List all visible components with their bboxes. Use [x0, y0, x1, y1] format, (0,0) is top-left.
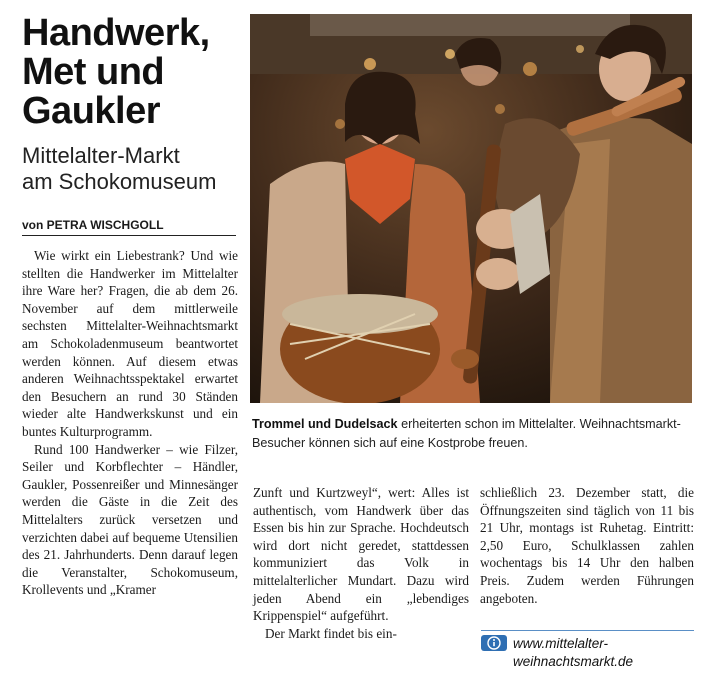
subheadline [22, 143, 237, 195]
info-box [481, 630, 694, 673]
body-paragraph: Wie wirkt ein Liebestrank? Und wie stellten die Handwerker im Mittelalter ihre Ware her? Fragen, die ab dem 26. November auf dem mittlerweile sechsten Mittelalter-Weihnachtsmarkt am Schokoladenmuseum beantwortet werden können. Auf diesem etwas anderen Weihnachtsspektakel erwartet den Besuchern an rund 30 Ständen wieder alte Handwerkskunst und ein buntes Kulturprogramm. [22, 248, 238, 439]
body-paragraph: Rund 100 Handwerker – wie Filzer, Seiler und Korbflechter – Händler, Gaukler, Possenreißer und Minnesänger werden die Gäste in die Zeit des Mittelalters zurück versetzen und verzichten dabei auf bequeme Utensilien des 21. Jahrhunderts. Denn darauf legen die Veranstalter, Schokomuseum, Krollevents und „Kramer [22, 441, 238, 598]
byline-author: PETRA WISCHGOLL [46, 218, 164, 232]
headline-line: Handwerk, [22, 12, 210, 54]
body-paragraph: Zunft und Kurtzweyl“, wert: Alles ist authentisch, vom Handwerk über das Essen bis hin zur Sprache. Hochdeutsch wird dort nicht geredet, stattdessen kommuniziert das Volk in mittelalterlicher Mundart. Dazu wird jeden Abend ein „lebendiges Krippenspiel“ aufgeführt. [253, 485, 469, 624]
headline [22, 14, 237, 131]
body-paragraph: Der Markt findet bis ein- [265, 625, 397, 641]
byline-prefix: von [22, 218, 47, 232]
text-column-2 [253, 484, 469, 642]
text-column-1 [22, 247, 238, 599]
info-link[interactable]: www.mittelalter-weihnachtsmarkt.de [513, 636, 634, 669]
caption-text: erheiterten schon im Mittelalter. Weihnachtsmarkt-Besucher können sich auf eine Kostprobe freuen. [252, 417, 681, 450]
photo-caption [252, 415, 692, 453]
subheadline-line: am Schokomuseum [22, 169, 217, 194]
byline [22, 218, 236, 236]
body-paragraph: schließlich 23. Dezember statt, die Öffnungszeiten sind täglich von 11 bis 21 Uhr, montags ist Ruhetag. Eintritt: 2,50 Euro, Schulklassen zahlen wochentags bis 14 Uhr den halben Preis. Zudem werden Führungen angeboten. [480, 485, 694, 606]
article-photo [250, 14, 692, 403]
headline-line: Gaukler [22, 90, 161, 132]
subheadline-line: Mittelalter-Markt [22, 143, 180, 168]
caption-bold: Trommel und Dudelsack [252, 417, 398, 431]
headline-line: Met und [22, 51, 165, 93]
info-icon [481, 635, 507, 651]
photo-illustration [250, 14, 692, 403]
text-column-3 [480, 484, 694, 607]
